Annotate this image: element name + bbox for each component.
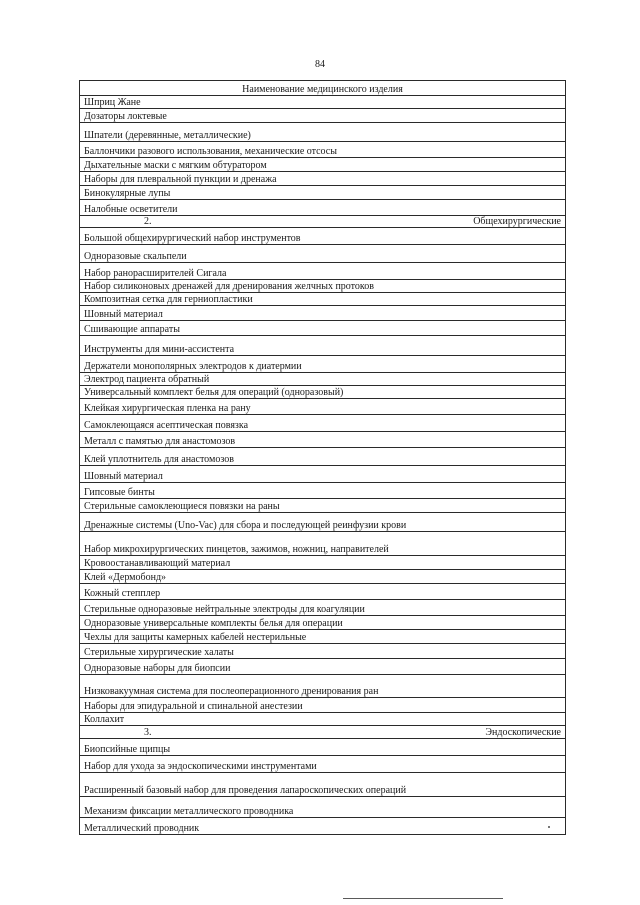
medical-devices-table [79, 80, 566, 835]
table-row [80, 245, 566, 263]
table-row [80, 818, 566, 835]
table-row [80, 739, 566, 756]
device-name-cell: Набор для ухода за эндоскопическими инструментами [80, 756, 566, 773]
table-row [80, 228, 566, 245]
table-row [80, 713, 566, 726]
device-name-cell: Набор ранорасширителей Сигала [80, 263, 566, 280]
table-row [80, 659, 566, 675]
table-row [80, 448, 566, 466]
device-name-cell: Самоклеющаяся асептическая повязка [80, 415, 566, 432]
table-row [80, 109, 566, 123]
device-name-cell: Шовный материал [80, 306, 566, 321]
scan-artifact-line [343, 898, 503, 899]
table-row [80, 584, 566, 600]
device-name-cell: Механизм фиксации металлического проводника [80, 797, 566, 818]
device-name-cell: Кровоостанавливающий материал [80, 556, 566, 570]
device-name-cell: Расширенный базовый набор для проведения лапароскопических операций [80, 773, 566, 797]
table-row [80, 432, 566, 448]
section-number: 3. [144, 727, 152, 738]
section-title: Эндоскопические [485, 727, 561, 738]
section-row [80, 726, 566, 739]
device-name-cell: Электрод пациента обратный [80, 373, 566, 386]
device-name-cell: Клей «Дермобонд» [80, 570, 566, 584]
device-name-cell: Наборы для плевральной пункции и дренажа [80, 172, 566, 186]
section-cell [80, 216, 566, 228]
device-name-cell: Набор силиконовых дренажей для дренирования желчных протоков [80, 280, 566, 293]
section-title: Общехирургические [473, 216, 561, 227]
table-header-cell: Наименование медицинского изделия [80, 81, 566, 96]
device-name-cell: Дыхательные маски с мягким обтуратором [80, 158, 566, 172]
device-name-cell: Налобные осветители [80, 200, 566, 216]
device-name-cell: Металлический проводник [80, 818, 566, 835]
table-row [80, 415, 566, 432]
device-name-cell: Низковакуумная система для послеоперационного дренирования ран [80, 675, 566, 698]
device-name-cell: Клей уплотнитель для анастомозов [80, 448, 566, 466]
table-row [80, 630, 566, 644]
device-name-cell: Держатели монополярных электродов к диатермии [80, 356, 566, 373]
table-row [80, 386, 566, 399]
page-number: 84 [315, 59, 325, 70]
device-name-cell: Чехлы для защиты камерных кабелей нестерильные [80, 630, 566, 644]
table-body [80, 96, 566, 835]
device-name-cell: Биопсийные щипцы [80, 739, 566, 756]
table-row [80, 570, 566, 584]
table-row [80, 293, 566, 306]
device-name-cell: Инструменты для мини-ассистента [80, 336, 566, 356]
section-row [80, 216, 566, 228]
table-row [80, 399, 566, 415]
device-name-cell: Стерильные одноразовые нейтральные электроды для коагуляции [80, 600, 566, 616]
table-row [80, 96, 566, 109]
device-name-cell: Гипсовые бинты [80, 483, 566, 499]
device-name-cell: Бинокулярные лупы [80, 186, 566, 200]
table-row [80, 336, 566, 356]
device-name-cell: Наборы для эпидуральной и спинальной анестезии [80, 698, 566, 713]
device-name-cell: Шприц Жане [80, 96, 566, 109]
device-name-cell: Универсальный комплект белья для операций (одноразовый) [80, 386, 566, 399]
table-row [80, 280, 566, 293]
table-row [80, 513, 566, 532]
table-row [80, 466, 566, 483]
device-name-cell: Одноразовые скальпели [80, 245, 566, 263]
table-row [80, 306, 566, 321]
table-row [80, 499, 566, 513]
table-row [80, 698, 566, 713]
device-name-cell: Дренажные системы (Uno-Vac) для сбора и последующей реинфузии крови [80, 513, 566, 532]
scan-artifact-dot [548, 826, 550, 828]
device-name-cell: Коллахит [80, 713, 566, 726]
table-row [80, 644, 566, 659]
section-cell [80, 726, 566, 739]
table-row [80, 616, 566, 630]
device-name-cell: Металл с памятью для анастомозов [80, 432, 566, 448]
device-name-cell: Большой общехирургический набор инструментов [80, 228, 566, 245]
device-name-cell: Дозаторы локтевые [80, 109, 566, 123]
device-name-cell: Клейкая хирургическая пленка на рану [80, 399, 566, 415]
table-row [80, 675, 566, 698]
table-row [80, 142, 566, 158]
device-name-cell: Баллончики разового использования, механические отсосы [80, 142, 566, 158]
device-name-cell: Шовный материал [80, 466, 566, 483]
table-row [80, 797, 566, 818]
table-row [80, 356, 566, 373]
table-row [80, 321, 566, 336]
table-row [80, 532, 566, 556]
device-name-cell: Набор микрохирургических пинцетов, зажимов, ножниц, направителей [80, 532, 566, 556]
table-row [80, 556, 566, 570]
device-name-cell: Стерильные самоклеющиеся повязки на раны [80, 499, 566, 513]
table-row [80, 186, 566, 200]
table-row [80, 373, 566, 386]
table-row [80, 123, 566, 142]
table-row [80, 263, 566, 280]
device-name-cell: Одноразовые универсальные комплекты белья для операции [80, 616, 566, 630]
table-row [80, 200, 566, 216]
device-name-cell: Кожный степплер [80, 584, 566, 600]
section-number: 2. [144, 216, 152, 227]
table-row [80, 158, 566, 172]
table-row [80, 483, 566, 499]
table-row [80, 600, 566, 616]
device-name-cell: Композитная сетка для герниопластики [80, 293, 566, 306]
table-header-row [80, 81, 566, 96]
device-name-cell: Одноразовые наборы для биопсии [80, 659, 566, 675]
table-row [80, 172, 566, 186]
device-name-cell: Сшивающие аппараты [80, 321, 566, 336]
device-name-cell: Стерильные хирургические халаты [80, 644, 566, 659]
table-row [80, 756, 566, 773]
device-name-cell: Шпатели (деревянные, металлические) [80, 123, 566, 142]
table-row [80, 773, 566, 797]
